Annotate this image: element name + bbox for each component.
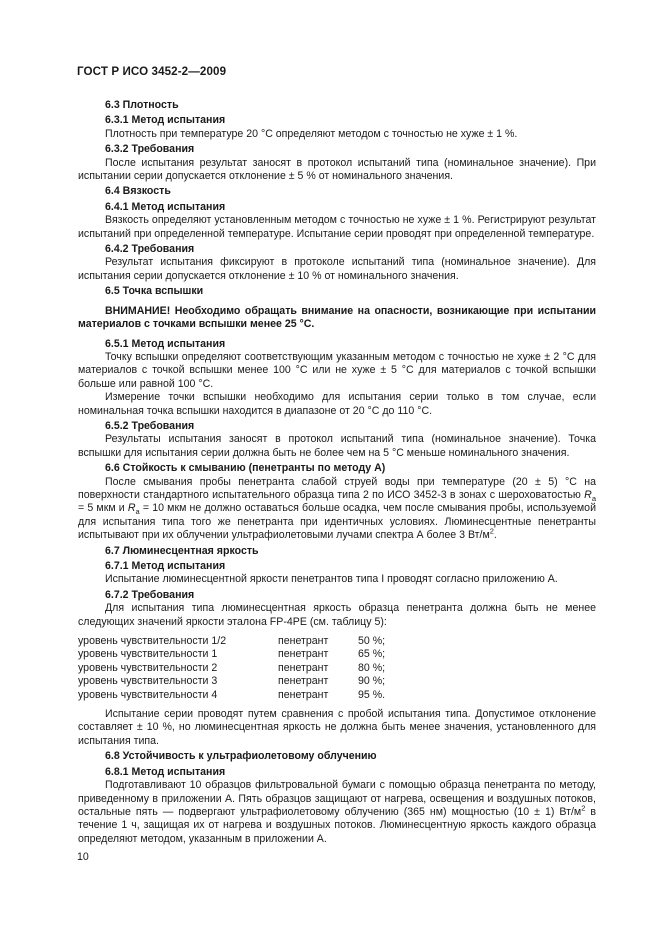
level-value: 95 %. — [358, 688, 386, 701]
subsection-6-7-1-title: 6.7.1 Метод испытания — [105, 560, 226, 572]
text-part: в течение 1 ч, защищая их от нагрева и воздушных потоков. Люминесцентную яркость каждого образца определяют методом, указанным в приложении А. — [78, 805, 596, 845]
level-kind: пенетрант — [278, 688, 329, 701]
paragraph-6-5-2: Результаты испытания заносят в протокол испытаний типа (номинальное значение). Точка вспышки для испытания серии должна быть не более чем на 5 °С меньше номинального значения. — [78, 433, 596, 459]
subsection-6-4-1-title: 6.4.1 Метод испытания — [105, 200, 226, 213]
section-6-7-title: 6.7 Люминесцентная яркость — [105, 544, 259, 557]
sensitivity-levels-list — [78, 635, 596, 702]
section-6-8-title: 6.8 Устойчивость к ультрафиолетовому облучению — [105, 750, 377, 763]
paragraph-6-4-2: Результат испытания фиксируют в протоколе испытаний типа (номинальное значение). Для испытания серии допускается отклонение ± 10 % от номинального значения. — [78, 256, 596, 282]
paragraph-6-3-2: После испытания результат заносят в протокол испытаний типа (номинальное значение). При испытании серии допускается отклонение ± 5 % от номинального значения. — [78, 156, 596, 183]
paragraph-6-7-2-b: Испытание серии проводят путем сравнения с пробой испытания типа. Допустимое отклонение составляет ± 10 %, но люминесцентная яркость не должна быть менее значения, установленного для испытания типа. — [78, 708, 596, 747]
paragraph-6-8-1 — [78, 779, 596, 846]
text-part: После смывания пробы пенетранта слабой струей воды при температуре (20 ± 5) °С на поверхности стандартного испытательного образца типа 2 по ИСО 3452-3 в зонах с шероховатостью — [78, 475, 596, 501]
level-kind: пенетрант — [278, 661, 329, 674]
level-value: 65 %; — [358, 648, 386, 661]
list-item — [78, 635, 596, 648]
level-kind: пенетрант — [278, 675, 329, 688]
level-label: уровень чувствительности 1 — [78, 648, 218, 661]
roughness-subscript: a — [591, 494, 596, 504]
paragraph-6-4-1: Вязкость определяют установленным методом с точностью не хуже ± 1 %. Регистрируют результат испытаний при определенной температуре. Испытание серии проводят при определенной температуре. — [78, 214, 596, 240]
list-item — [78, 662, 596, 675]
level-kind: пенетрант — [278, 648, 329, 661]
document-body — [78, 99, 596, 846]
paragraph-6-3-1: Плотность при температуре 20 °С определяют методом с точностью не хуже ± 1 %. — [105, 127, 518, 140]
paragraph-6-5-1-b: Измерение точки вспышки необходимо для испытания серии только в том случае, если номинальная точка вспышки находится в диапазоне от 20 °С до 110 °С. — [78, 391, 596, 417]
paragraph-6-7-2: Для испытания типа люминесцентная яркость образца пенетранта должна быть не менее следующих значений яркости эталона FP-4PE (см. таблицу 5): — [78, 602, 596, 628]
roughness-subscript: a — [135, 507, 140, 517]
roughness-symbol: R — [584, 488, 592, 501]
level-label: уровень чувствительности 4 — [78, 688, 218, 701]
level-value: 80 %; — [358, 661, 386, 674]
subsection-6-7-2-title: 6.7.2 Требования — [105, 588, 195, 601]
subsection-6-5-1-title: 6.5.1 Метод испытания — [105, 337, 226, 350]
unit-superscript: 2 — [581, 803, 586, 813]
paragraph-6-5-1-a: Точку вспышки определяют соответствующим указанным методом с точностью не хуже ± 2 °С для материалов с точкой вспышки менее 100 °С или не хуже ± 5 °С для материалов с точкой вспышки больше или равной 100 °С. — [78, 350, 596, 390]
list-item — [78, 675, 596, 688]
subsection-6-3-1-title: 6.3.1 Метод испытания — [105, 114, 226, 127]
text-part: = 10 мкм не должно оставаться больше осадка, чем после смывания пробы, используемой для испытания типа того же пенетранта при идентичных условиях. Люминесцентные пенетранты испытывают при их облучении ультрафиолетовыми лучами спектра А более 3 Вт/м — [78, 502, 596, 542]
subsection-6-4-2-title: 6.4.2 Требования — [105, 243, 195, 256]
level-label: уровень чувствительности 1/2 — [78, 635, 227, 648]
warning-notice: ВНИМАНИЕ! Необходимо обращать внимание на опасности, возникающие при испытании материалов с точками вспышки менее 25 °С. — [78, 304, 596, 331]
level-kind: пенетрант — [278, 635, 329, 648]
subsection-6-3-2-title: 6.3.2 Требования — [105, 143, 195, 156]
text-part: = 5 мкм и — [78, 502, 128, 515]
subsection-6-8-1-title: 6.8.1 Метод испытания — [105, 765, 226, 778]
list-item — [78, 648, 596, 661]
level-value: 50 %; — [358, 635, 386, 648]
page-number: 10 — [77, 851, 89, 863]
level-label: уровень чувствительности 2 — [78, 661, 218, 674]
level-label: уровень чувствительности 3 — [78, 675, 218, 688]
subsection-6-5-2-title: 6.5.2 Требования — [105, 419, 195, 432]
list-item — [78, 689, 596, 702]
section-6-5-title: 6.5 Точка вспышки — [105, 285, 204, 298]
section-6-3-title: 6.3 Плотность — [105, 99, 179, 111]
section-6-6-title: 6.6 Стойкость к смыванию (пенетранты по методу А) — [105, 462, 386, 475]
roughness-symbol: R — [127, 502, 136, 515]
level-value: 90 %; — [358, 675, 386, 688]
text-part: . — [493, 529, 497, 542]
paragraph-6-7-1: Испытание люминесцентной яркости пенетрантов типа I проводят согласно приложению А. — [105, 573, 558, 586]
unit-superscript: 2 — [489, 526, 494, 536]
text-part: Подготавливают 10 образцов фильтровальной бумаги с помощью образца пенетранта по методу, приведенному в приложении А. Пять образцов защищают от нагрева, освещения и воздушных потоков, остальные пять — подвергают ультрафиолетовому облучению (365 нм) мощностью (10 ± 1) Вт/м — [78, 779, 596, 818]
document-header: ГОСТ Р ИСО 3452-2—2009 — [77, 65, 227, 78]
paragraph-6-6 — [78, 476, 596, 543]
section-6-4-title: 6.4 Вязкость — [105, 185, 171, 198]
